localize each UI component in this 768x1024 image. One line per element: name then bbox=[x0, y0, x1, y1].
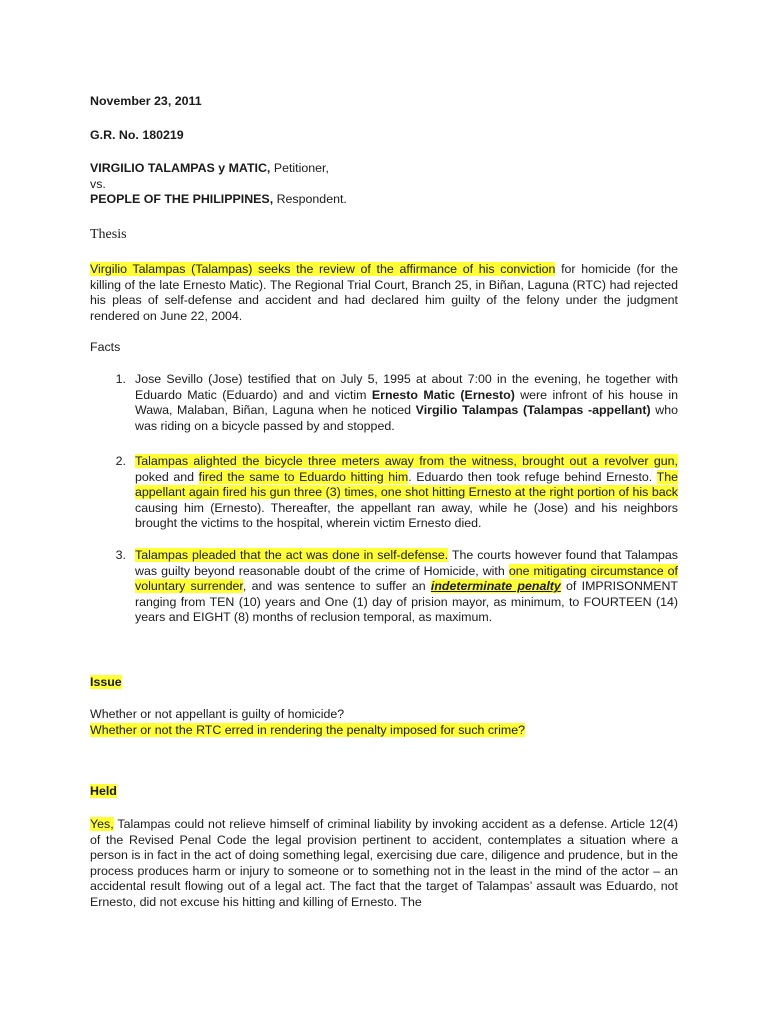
thesis-highlight: Virgilio Talampas (Talampas) seeks the review of the affirmance of his conviction bbox=[90, 262, 556, 276]
fact-highlight: Talampas pleaded that the act was done in self-defense. bbox=[135, 548, 449, 562]
fact-text: Jose Sevillo (Jose) testified that on July 5, 1995 at about 7:00 in the evening, he together with Eduardo Matic (Eduardo) and and victim bbox=[135, 372, 678, 402]
held-yes: Yes, bbox=[90, 817, 114, 831]
held-paragraph bbox=[90, 817, 678, 911]
fact-number: 1. bbox=[115, 372, 126, 386]
decision-date: November 23, 2011 bbox=[90, 94, 202, 108]
issue-question-2-text: Whether or not the RTC erred in rendering the penalty imposed for such crime? bbox=[90, 722, 526, 737]
fact-text: , and was sentence to suffer an bbox=[242, 579, 431, 594]
facts-heading: Facts bbox=[90, 340, 121, 354]
held-heading bbox=[90, 784, 678, 800]
fact-text: were infront of his house in Wawa, Malaban, Biñan, Laguna when he noticed bbox=[135, 387, 678, 418]
respondent-line bbox=[90, 192, 678, 208]
petitioner-role: Petitioner, bbox=[273, 161, 329, 175]
thesis-heading: Thesis bbox=[90, 227, 127, 242]
respondent-name: PEOPLE OF THE PHILIPPINES, bbox=[90, 192, 274, 207]
petitioner-line bbox=[90, 161, 678, 177]
petitioner-name: VIRGILIO TALAMPAS y MATIC, bbox=[90, 161, 271, 175]
thesis-paragraph bbox=[90, 262, 678, 324]
issue-heading bbox=[90, 675, 678, 691]
thesis-text: for homicide (for the killing of the late Ernesto Matic). The Regional Trial Court, Branch 25, in Biñan, Laguna (RTC) had rejected his pleas of self-defense and accident and had declared him guilty of the felony under the judgment rendered on June 22, 2004. bbox=[90, 262, 678, 323]
issue-heading-text: Issue bbox=[90, 675, 122, 689]
held-text: Talampas could not relieve himself of criminal liability by invoking accident as a defense. Article 12(4) of the Revised Penal Code the legal provision pertinent to accident, contemplates a situation where a person is in fact in the act of doing something legal, exercising due care, diligence and prudence, but in the process produces harm or injury to someone or to something not in the least in the mind of the actor – an accidental result flowing out of a legal act. The fact that the target of Talampas’ assault was Eduardo, not Ernesto, did not excuse his hitting and killing of Ernesto. The bbox=[90, 817, 678, 909]
fact-number: 2. bbox=[115, 454, 126, 468]
fact-text: . Eduardo then took refuge behind Ernesto. bbox=[408, 469, 657, 484]
fact-text: poked and bbox=[135, 469, 199, 484]
fact-highlight-emphasis: indeterminate penalty bbox=[430, 579, 561, 594]
fact-number: 3. bbox=[115, 548, 126, 562]
fact-highlight: Talampas alighted the bicycle three meters away from the witness, brought out a revolver gun, bbox=[135, 454, 678, 468]
fact-highlight: one mitigating circumstance of voluntary surrender bbox=[135, 563, 678, 594]
fact-highlight: The appellant again fired his gun three (3) times, one shot hitting Ernesto at the right portion of his back bbox=[135, 469, 678, 500]
fact-highlight: fired the same to Eduardo hitting him bbox=[198, 469, 409, 484]
fact-bold-name: Virgilio Talampas (Talampas -appellant) bbox=[415, 403, 651, 418]
fact-text: of IMPRISONMENT ranging from TEN (10) years and One (1) day of prision mayor, as minimum, to FOURTEEN (14) years and EIGHT (8) months of reclusion temporal, as maximum. bbox=[135, 579, 678, 625]
issue-questions bbox=[90, 707, 678, 738]
held-heading-text: Held bbox=[90, 784, 117, 798]
respondent-role: Respondent. bbox=[276, 192, 347, 207]
case-parties bbox=[90, 161, 678, 208]
issue-question-2 bbox=[90, 723, 678, 739]
issue-question-1: Whether or not appellant is guilty of homicide? bbox=[90, 707, 345, 721]
fact-text: who was riding on a bicycle passed by and stopped. bbox=[135, 403, 678, 433]
fact-bold-name: Ernesto Matic (Ernesto) bbox=[371, 387, 515, 402]
fact-text: causing him (Ernesto). Thereafter, the appellant ran away, while he (Jose) and his neighbors brought the victims to the hospital, wherein victim Ernesto died. bbox=[135, 500, 678, 531]
case-number: G.R. No. 180219 bbox=[90, 128, 184, 142]
versus: vs. bbox=[90, 176, 106, 191]
fact-text: The courts however found that Talampas was guilty beyond reasonable doubt of the crime of Homicide, with bbox=[135, 548, 679, 578]
